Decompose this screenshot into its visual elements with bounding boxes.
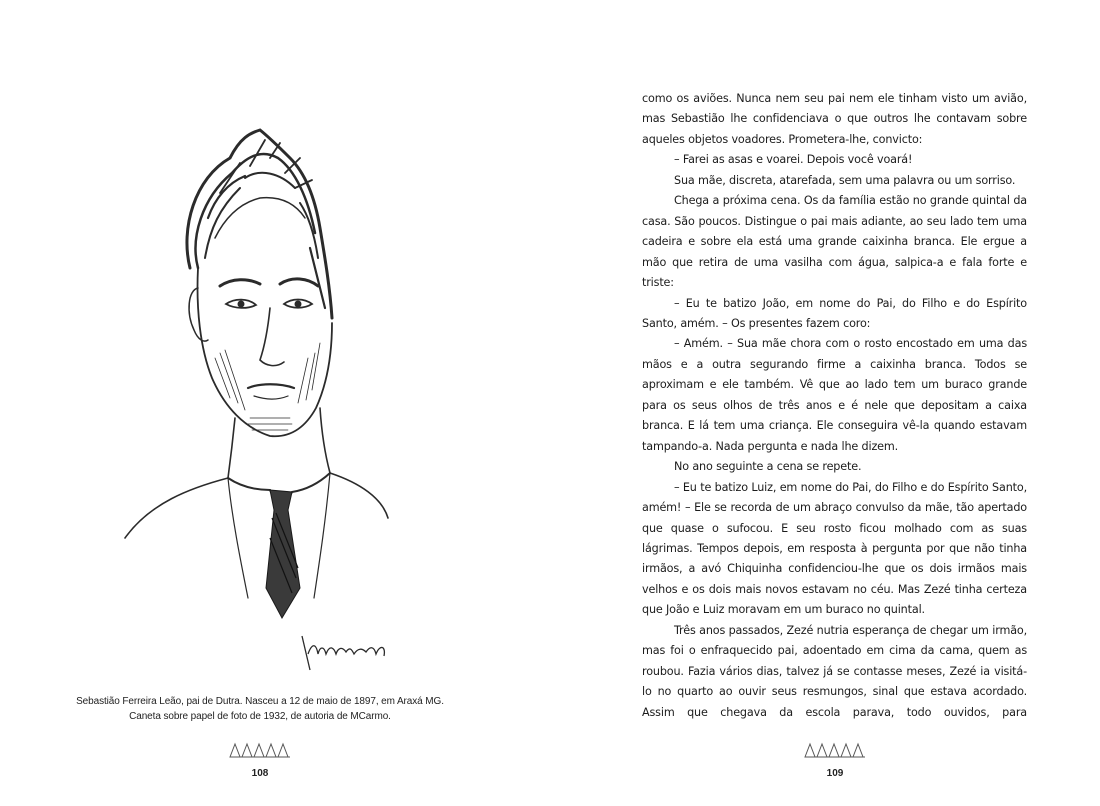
paragraph: – Farei as asas e voarei. Depois você voará! xyxy=(674,153,913,167)
paragraph: – Amém. – Sua mãe chora com o rosto encostado em uma das mãos e a outra segurando firme a caixinha branca. Todos se aproximam e ele também. Vê que ao lado tem um buraco grande para os seus olhos de três anos e é nele que depositam a caixa branca. E lá tem uma criança. Ele conseguira vê-la quando estavam tampando-a. Nada pergunta e nada lhe dizem. xyxy=(642,337,1027,453)
paragraph: Sua mãe, discreta, atarefada, sem uma palavra ou um sorriso. xyxy=(674,173,1016,187)
caption-line: Caneta sobre papel de foto de 1932, de autoria de MCarmo. xyxy=(129,711,391,722)
right-page xyxy=(550,0,1100,806)
portrait-sketch xyxy=(120,118,390,678)
paragraph: como os aviões. Nunca nem seu pai nem ele tinham visto um avião, mas Sebastião lhe confidenciava o que outros lhe contavam sobre aqueles objetos voadores. Prometera-lhe, convicto: xyxy=(642,92,1027,146)
page-ornament xyxy=(803,741,867,759)
paragraph: – Eu te batizo João, em nome do Pai, do Filho e do Espírito Santo, amém. – Os presentes fazem coro: xyxy=(642,296,1027,330)
body-text xyxy=(642,89,1027,723)
page-ornament xyxy=(228,741,292,759)
page-number: 108 xyxy=(251,768,269,779)
page-number: 109 xyxy=(826,768,844,779)
paragraph: – Eu te batizo Luiz, em nome do Pai, do Filho e do Espírito Santo, amém! – Ele se recorda de um abraço convulso da mãe, tão apertado que quase o sufocou. E seu rosto ficou molhado com as suas lágrimas. Tempos depois, em resposta à pergunta por que não tinha irmãos, a avó Chiquinha confidenciou-lhe que os dois irmãos mais velhos e os dois mais novos estavam no céu. Mas Zezé tinha certeza que João e Luiz moravam em um buraco no quintal. xyxy=(642,480,1027,617)
artist-signature xyxy=(302,636,384,670)
paragraph: Três anos passados, Zezé nutria esperança de chegar um irmão, mas foi o enfraquecido pai, adoentado em cima da cama, quem as roubou. Fazia vários dias, talvez já se contasse meses, Zezé ia visitá-lo no quarto ao ouvir seus resmungos, sinal que estava acordado. Assim que chegava da escola parava, todo ouvidos, para xyxy=(642,623,1027,719)
paragraph: No ano seguinte a cena se repete. xyxy=(674,460,862,474)
paragraph: Chega a próxima cena. Os da família estão no grande quintal da casa. São poucos. Distingue o pai mais adiante, ao seu lado tem uma cadeira e sobre ela está uma grande caixinha branca. Ele ergue a mão que retira de uma vasilha com água, salpica-a e fala forte e triste: xyxy=(642,194,1027,290)
caption-line: Sebastião Ferreira Leão, pai de Dutra. Nasceu a 12 de maio de 1897, em Araxá MG. xyxy=(76,696,444,707)
portrait-caption xyxy=(60,694,460,724)
